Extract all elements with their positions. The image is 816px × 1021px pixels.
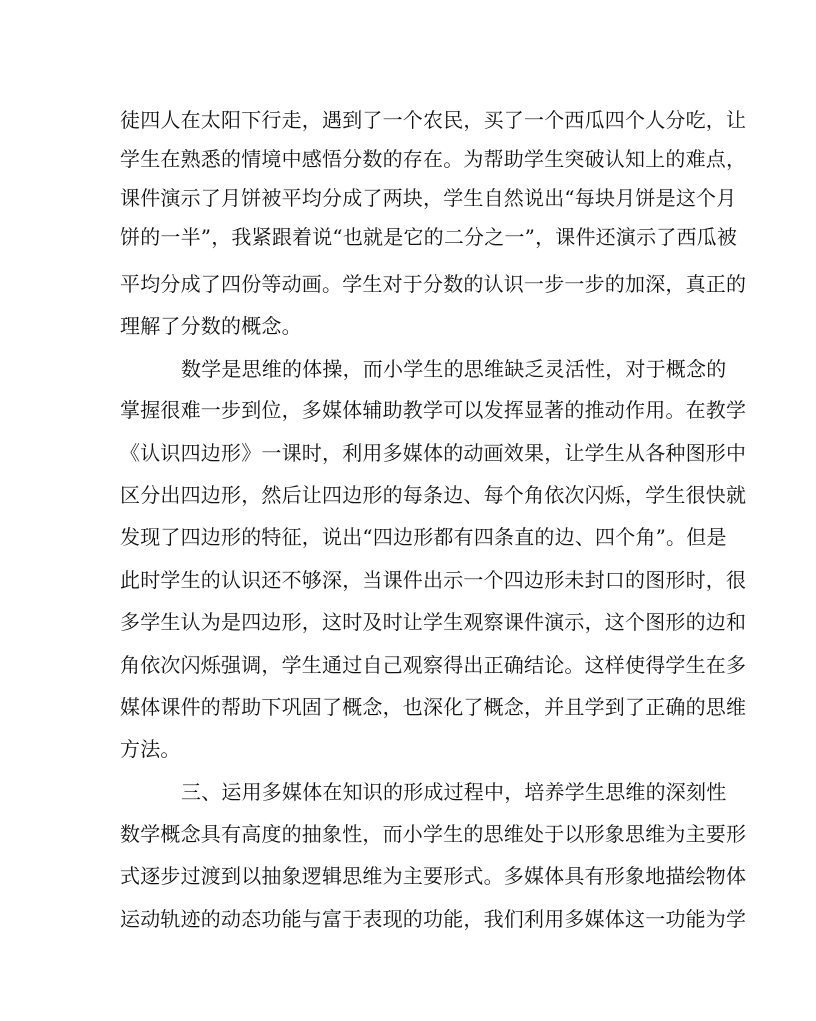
text-line: 掌握很难一步到位，多媒体辅助教学可以发挥显著的推动作用。在教学 [120,398,747,422]
text-line: 饼的一半”，我紧跟着说“也就是它的二分之一”，课件还演示了西瓜被 [120,225,738,249]
text-line: 发现了四边形的特征，说出“四边形都有四条直的边、四个角”。但是 [120,525,727,549]
text-line: 学生在熟悉的情境中感悟分数的存在。为帮助学生突破认知上的难点， [120,147,747,171]
text-line: 此时学生的认识还不够深，当课件出示一个四边形未封口的图形时，很 [120,568,747,592]
text-line: 理解了分数的概念。 [120,314,302,338]
text-line: 课件演示了月饼被平均分成了两块，学生自然说出“每块月饼是这个月 [120,186,737,210]
text-line: 《认识四边形》一课时，利用多媒体的动画效果，让学生从各种图形中 [120,441,747,465]
text-line: 运动轨迹的动态功能与富于表现的功能，我们利用多媒体这一功能为学 [120,907,747,931]
text-line: 徒四人在太阳下行走，遇到了一个农民，买了一个西瓜四个人分吃，让 [120,108,747,132]
text-line: 区分出四边形，然后让四边形的每条边、每个角依次闪烁，学生很快就 [120,483,747,507]
text-line: 数学概念具有高度的抽象性，而小学生的思维处于以形象思维为主要形 [120,822,747,846]
text-line: 式逐步过渡到以抽象逻辑思维为主要形式。多媒体具有形象地描绘物体 [120,864,747,888]
section-heading: 三、运用多媒体在知识的形成过程中，培养学生思维的深刻性 [181,780,727,804]
text-line: 角依次闪烁强调，学生通过自己观察得出正确结论。这样使得学生在多 [120,653,747,677]
text-line: 多学生认为是四边形，这时及时让学生观察课件演示，这个图形的边和 [120,610,747,634]
paragraph-first-line: 数学是思维的体操，而小学生的思维缺乏灵活性，对于概念的 [181,357,727,381]
text-line: 平均分成了四份等动画。学生对于分数的认识一步一步的加深，真正的 [120,272,747,296]
text-line: 媒体课件的帮助下巩固了概念，也深化了概念，并且学到了正确的思维 [120,695,747,719]
text-line: 方法。 [120,737,181,761]
